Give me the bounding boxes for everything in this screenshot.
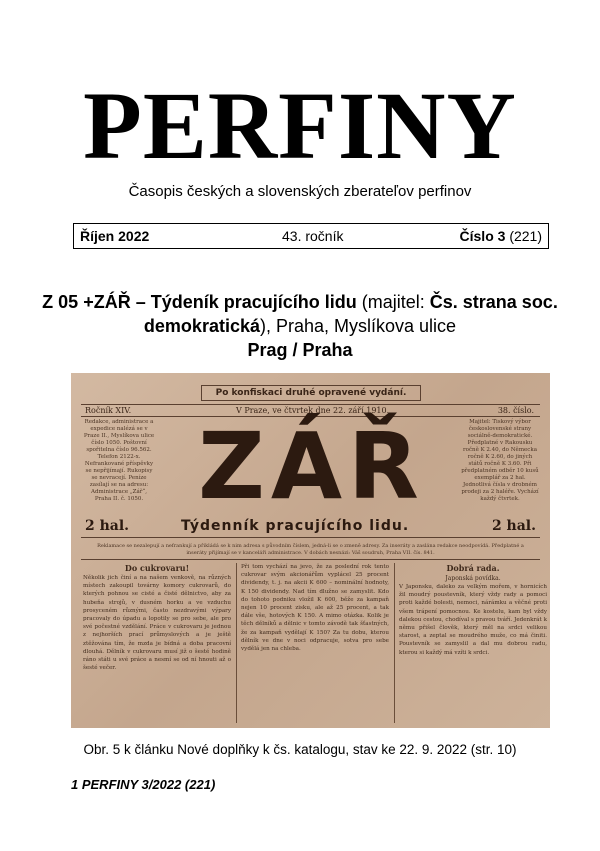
figure-caption: Obr. 5 k článku Nové doplňky k čs. katalogu, stav ke 22. 9. 2022 (str. 10) [83, 742, 517, 757]
scan-column-separator-2 [394, 563, 395, 723]
headline-part-3: Čs. strana soc. demokratická [143, 292, 558, 336]
article-headline [40, 290, 560, 362]
scan-col3-text: V Japonsku, daleko za velkým mořem, v hornicích žil moudrý poustevník, který vždy rady a pomoci proti každé bolesti, nemoci, nárámku a věčné proti všem trápení pomocnou. Ke kostelu, kam byl vždy dalekou cestou, chodíval s pravou tváří. Jedenkrát k němu přišel člověk, který měl na srdci velikou starost, a zeptal se moudrého muže, co má činiti. Poustevník se zamyslil a dal mu dobrou radu, kterou si každý má vzíti k srdci. [399, 584, 547, 656]
issue-number-total: (221) [509, 228, 542, 244]
scan-left-box: Redakce, administrace a expedice nalézá se v Praze II., Myslíkova ulice číslo 1050. Poštovní spořitelna číslo 96.562. Telefon 2122-x. Nefrankované příspěvky se nepřijímají. Rukopisy se nevracejí. Peníze zasílají se na adresu: Administrace „Zář“, Praha II. č. 1050. [83, 419, 155, 502]
scan-column-separator-1 [236, 563, 237, 723]
scan-col2-text: Při tom vychází na jevo, že za poslední rok tento cukrovar svým akcionářům vyplácel 25 procent dividendy, t. j. na akcii K 600 – nominální hodnoty, K 150 dividendy. Nad tím dlužno se zamyslit. Kdo do tohoto podniku vložil K 600, běže za kampaň nejen 10 procent zisku, ale až 25 procent, a tak dále vše, hotových K 150. A mimo otázka. Kolik je těch dělníků a dělnic v tomto závodě tak šťastných, že za kampaň vydělají K 150? Za tu dobu, kterou dělník ve dne v noci odpracuje, sotva pro sebe vydělá jen na chleba. [241, 564, 389, 653]
scan-subtitle: Týdenník pracujícího lidu. [181, 518, 410, 534]
scan-rule-3 [81, 537, 540, 538]
headline-part-2: (majitel: [356, 292, 430, 312]
page-footer: 1 PERFINY 3/2022 (221) [71, 777, 216, 792]
scan-price-left: 2 hal. [85, 518, 130, 534]
magazine-title: PERFINY [83, 72, 517, 179]
scan-column-3 [399, 563, 547, 657]
scan-col1-heading: Do cukrovaru! [124, 563, 190, 573]
issue-number [460, 228, 542, 244]
issue-volume: 43. ročník [282, 228, 344, 244]
scan-column-1 [83, 563, 231, 672]
scan-issue-no: 38. číslo. [497, 406, 534, 415]
scan-column-2 [241, 563, 389, 653]
newspaper-scan [71, 373, 550, 728]
scan-price-right: 2 hal. [491, 518, 536, 534]
scan-col1-text: Několik jich činí a na našem venkově, na různých místech zakoupil továrny komory cukrovarů, do kterých pohnou se cisté a čisté dělnictvo, aby za hubeňa strojů, v dusném horku a ve vzduchu prosyceném různými, často nezdravými výpary pracovaly do úpadu a lopotily se pro sebe, ale pro své počestné vzdělání. Práce v cukrovaru je jednou z nejhorších prací průmyslových a je ještě ztěžována tím, že mzda je bídná a doba pracovní dlouhá. Dělník v cukrovaru musí již o šesté hodině ráno státi u své práce a nesmí se od ní hnouti až o šesté večer. [83, 575, 231, 672]
scan-top-banner: Po konfiskaci druhé opravené vydání. [201, 385, 421, 401]
headline-part-1: Z 05 +ZÁŘ – Týdeník pracujícího lidu [42, 292, 357, 312]
headline-part-5: Prag / Praha [247, 340, 353, 360]
issue-info-box [73, 223, 549, 249]
issue-number-label: Číslo 3 [459, 228, 506, 244]
scan-col3-subheading: Japonská povídka. [445, 575, 501, 582]
scan-volume: Ročník XIV. [85, 406, 132, 415]
scan-right-box: Majitel: Tiskový výbor československé strany sociálně-demokratické. Předplatné v Rakousku ročně K 2.40, do Německa ročně K 2.60, do jiných států ročně K 3.60. Při předplatném odběr 10 kusů exemplář za 2 hal. Jednotlivá čísla v drobném prodeji za 2 haléře. Vychází každý čtvrtek. [461, 419, 539, 502]
headline-part-4: ), Praha, Myslíkova ulice [259, 316, 457, 336]
scan-logo: ZÁŘ [198, 413, 425, 520]
scan-col3-heading: Dobrá rada. [446, 563, 500, 573]
scan-dateline: V Praze, ve čtvrtek dne 22. září 1910. [236, 406, 390, 415]
scan-rule-4 [81, 559, 540, 560]
issue-month: Říjen 2022 [80, 228, 150, 244]
scan-notice: Reklamace se nezalepují a nefrankují a přikládá se k nim adresa s původním číslem, jedná-li se o zmeně adresy. Za inseráty a zaslána redakce neodpovídá. Předplatné a inseráty přijímají se v kanceláři administrace. V dobách nesnázi: Váš soudruh, Praha VII. čís. 841. [97, 543, 524, 556]
magazine-subtitle: Časopis českých a slovenských zberateľov perfinov [128, 183, 472, 200]
scan-rule-1 [81, 404, 540, 405]
